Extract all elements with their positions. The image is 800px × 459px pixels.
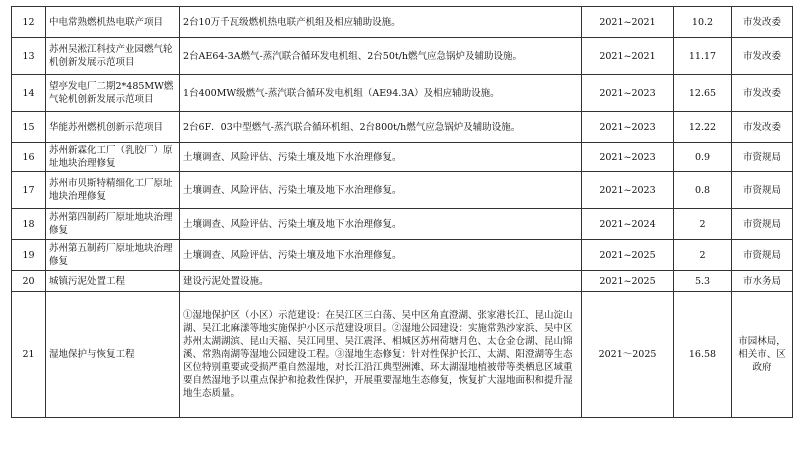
responsible-department: 市水务局 bbox=[732, 271, 793, 292]
table-row bbox=[12, 112, 793, 143]
project-investment: 0.9 bbox=[674, 143, 732, 172]
project-period: 2021~2021 bbox=[582, 7, 674, 38]
table-row bbox=[12, 143, 793, 172]
responsible-department: 市园林局，相关市、区政府 bbox=[732, 292, 793, 418]
row-number: 18 bbox=[12, 209, 46, 240]
row-number: 14 bbox=[12, 75, 46, 112]
row-number: 20 bbox=[12, 271, 46, 292]
project-period: 2021～2025 bbox=[582, 292, 674, 418]
responsible-department: 市发改委 bbox=[732, 112, 793, 143]
project-investment: 10.2 bbox=[674, 7, 732, 38]
project-content: ①湿地保护区（小区）示范建设：在吴江区三白荡、吴中区角直澄湖、张家港长江、昆山淀山湖、吴江北麻漾等地实施保护小区示范建设项目。②湿地公园建设：实施常熟沙家浜、吴中区苏州太湖湖滨、昆山天福、吴江同里、吴江震泽、相城区苏州荷塘月色、太仓金仓湖、昆山锦溪、常熟南湖等湿地公园建设工程。③湿地生态修复：针对性保护长江、太湖、阳澄湖等生态区位特别重要或受损严重自然湿地，对长江沿江典型洲滩、环太湖湿地植被带等类栖息区域重要自然湿地予以重点保护和抢救性保护，开展重要湿地生态修复，恢复扩大湿地面积和提升湿地生态质量。 bbox=[180, 292, 582, 418]
table-row bbox=[12, 75, 793, 112]
table-row bbox=[12, 271, 793, 292]
responsible-department: 市发改委 bbox=[732, 38, 793, 75]
project-name: 望亭发电厂二期2*485MW燃气轮机创新发展示范项目 bbox=[46, 75, 180, 112]
project-period: 2021~2025 bbox=[582, 240, 674, 271]
project-content: 2台10万千瓦级燃机热电联产机组及相应辅助设施。 bbox=[180, 7, 582, 38]
project-content: 建设污泥处置设施。 bbox=[180, 271, 582, 292]
responsible-department: 市资规局 bbox=[732, 143, 793, 172]
table-row bbox=[12, 292, 793, 418]
row-number: 16 bbox=[12, 143, 46, 172]
project-investment: 16.58 bbox=[674, 292, 732, 418]
responsible-department: 市发改委 bbox=[732, 75, 793, 112]
project-period: 2021~2025 bbox=[582, 271, 674, 292]
project-period: 2021~2023 bbox=[582, 112, 674, 143]
project-name: 华能苏州燃机创新示范项目 bbox=[46, 112, 180, 143]
project-content: 2台6F．03中型燃气-蒸汽联合循环机组、2台800t/h燃气应急锅炉及辅助设施。 bbox=[180, 112, 582, 143]
project-content: 土壤调查、风险评估、污染土壤及地下水治理修复。 bbox=[180, 209, 582, 240]
project-name: 湿地保护与恢复工程 bbox=[46, 292, 180, 418]
project-investment: 2 bbox=[674, 240, 732, 271]
project-investment: 12.22 bbox=[674, 112, 732, 143]
project-period: 2021~2023 bbox=[582, 143, 674, 172]
project-content: 土壤调查、风险评估、污染土壤及地下水治理修复。 bbox=[180, 172, 582, 209]
responsible-department: 市发改委 bbox=[732, 7, 793, 38]
project-investment: 0.8 bbox=[674, 172, 732, 209]
project-table bbox=[11, 6, 793, 418]
project-name: 苏州吴淞江科技产业园燃气轮机创新发展示范项目 bbox=[46, 38, 180, 75]
project-name: 城镇污泥处置工程 bbox=[46, 271, 180, 292]
row-number: 19 bbox=[12, 240, 46, 271]
project-investment: 11.17 bbox=[674, 38, 732, 75]
row-number: 15 bbox=[12, 112, 46, 143]
project-period: 2021~2023 bbox=[582, 172, 674, 209]
project-content: 1台400MW级燃气-蒸汽联合循环发电机组（AE94.3A）及相应辅助设施。 bbox=[180, 75, 582, 112]
table-row bbox=[12, 240, 793, 271]
row-number: 13 bbox=[12, 38, 46, 75]
project-name: 中电常熟燃机热电联产项目 bbox=[46, 7, 180, 38]
row-number: 12 bbox=[12, 7, 46, 38]
row-number: 17 bbox=[12, 172, 46, 209]
project-table-wrapper bbox=[11, 6, 793, 418]
responsible-department: 市资规局 bbox=[732, 209, 793, 240]
project-investment: 2 bbox=[674, 209, 732, 240]
project-period: 2021~2021 bbox=[582, 38, 674, 75]
project-name: 苏州第四制药厂原址地块治理修复 bbox=[46, 209, 180, 240]
project-content: 土壤调查、风险评估、污染土壤及地下水治理修复。 bbox=[180, 240, 582, 271]
project-name: 苏州市贝斯特精细化工厂原址地块治理修复 bbox=[46, 172, 180, 209]
table-row bbox=[12, 209, 793, 240]
project-content: 2台AE64-3A燃气-蒸汽联合循环发电机组、2台50t/h燃气应急锅炉及辅助设施。 bbox=[180, 38, 582, 75]
project-investment: 5.3 bbox=[674, 271, 732, 292]
project-period: 2021~2023 bbox=[582, 75, 674, 112]
table-row bbox=[12, 7, 793, 38]
table-row bbox=[12, 38, 793, 75]
responsible-department: 市资规局 bbox=[732, 172, 793, 209]
project-investment: 12.65 bbox=[674, 75, 732, 112]
table-row bbox=[12, 172, 793, 209]
row-number: 21 bbox=[12, 292, 46, 418]
project-content: 土壤调查、风险评估、污染土壤及地下水治理修复。 bbox=[180, 143, 582, 172]
project-name: 苏州第五制药厂原址地块治理修复 bbox=[46, 240, 180, 271]
responsible-department: 市资规局 bbox=[732, 240, 793, 271]
project-name: 苏州新霖化工厂（乳胶厂）原址地块治理修复 bbox=[46, 143, 180, 172]
project-period: 2021~2024 bbox=[582, 209, 674, 240]
